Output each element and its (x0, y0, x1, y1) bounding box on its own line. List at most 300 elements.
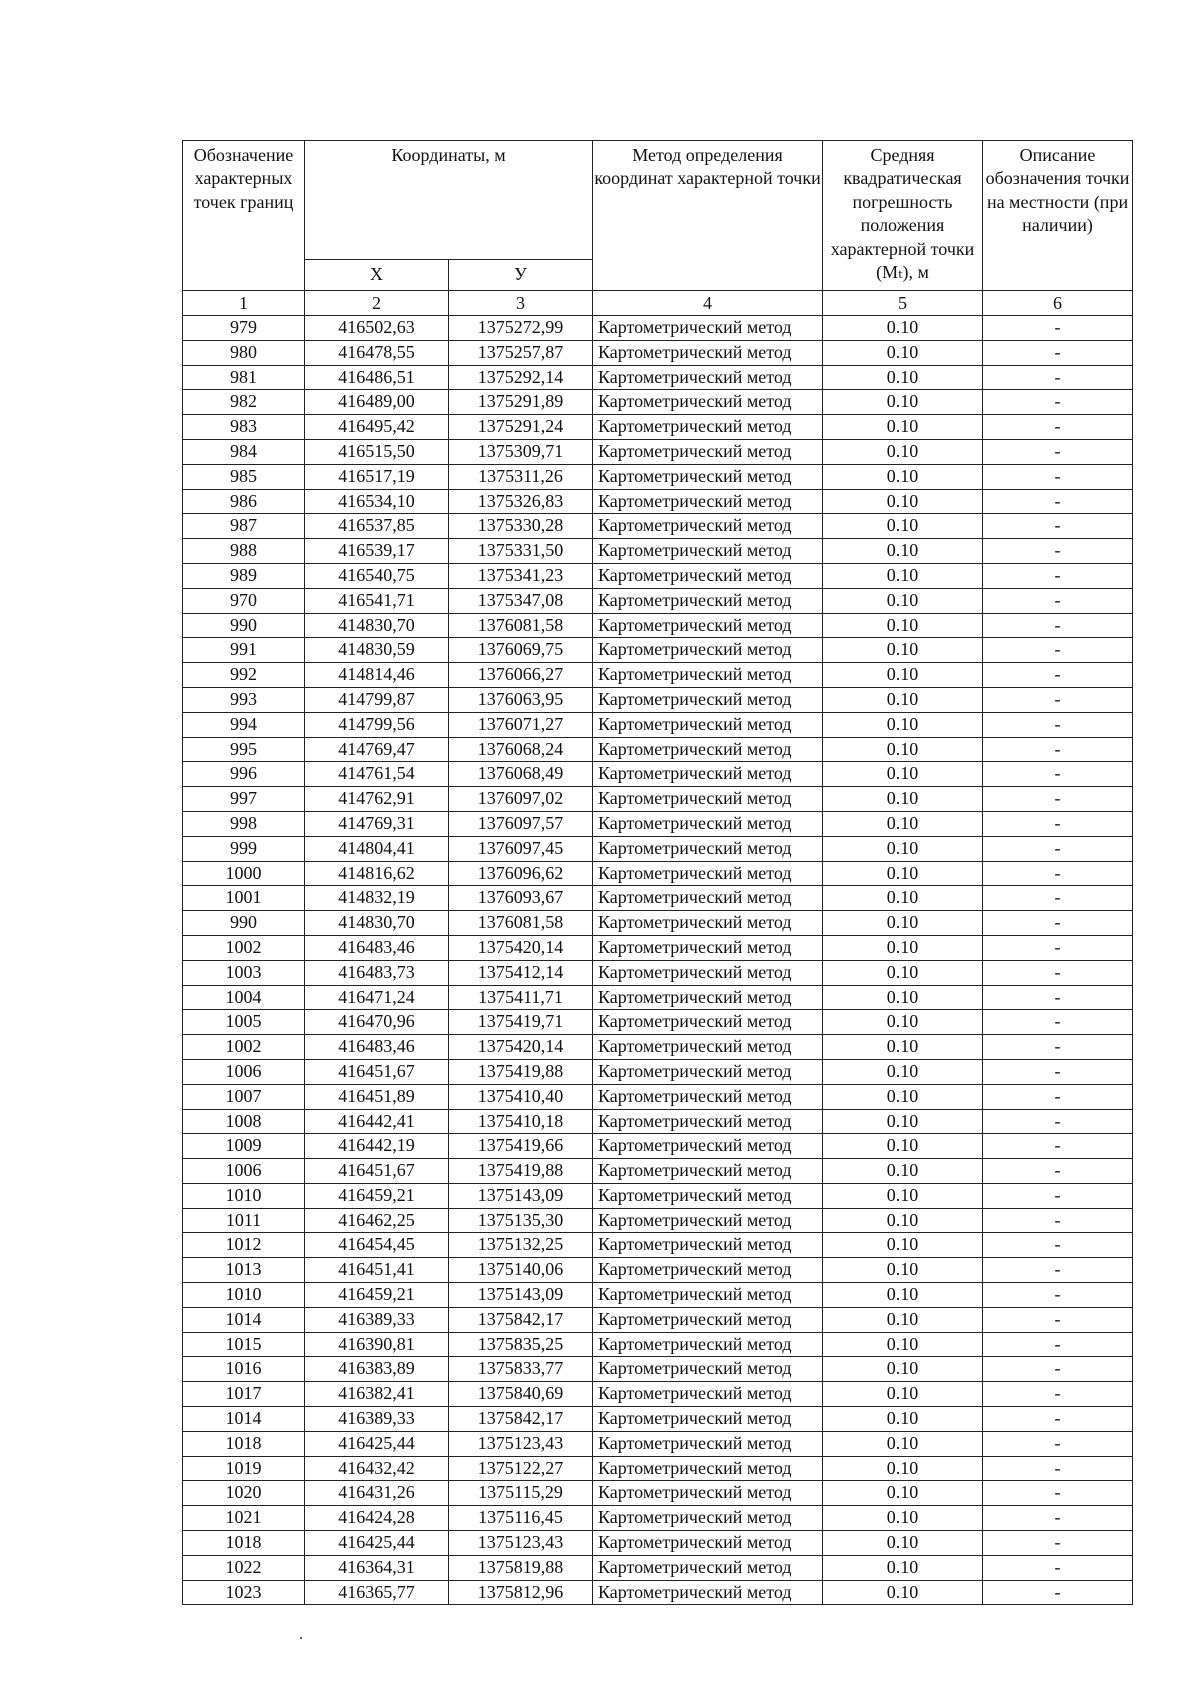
x-coordinate-cell: 416483,46 (305, 935, 449, 960)
accuracy-cell: 0.10 (823, 390, 983, 415)
point-cell: 989 (183, 563, 305, 588)
accuracy-cell: 0.10 (823, 1208, 983, 1233)
method-cell: Картометрический метод (593, 787, 823, 812)
point-cell: 998 (183, 811, 305, 836)
method-cell: Картометрический метод (593, 1183, 823, 1208)
x-coordinate-cell: 416483,46 (305, 1035, 449, 1060)
accuracy-cell: 0.10 (823, 836, 983, 861)
point-cell: 1002 (183, 1035, 305, 1060)
y-coordinate-cell: 1375135,30 (449, 1208, 593, 1233)
accuracy-cell: 0.10 (823, 464, 983, 489)
column-numbers-row (183, 291, 1133, 316)
method-cell: Картометрический метод (593, 390, 823, 415)
accuracy-cell: 0.10 (823, 1407, 983, 1432)
accuracy-cell: 0.10 (823, 1035, 983, 1060)
x-coordinate-cell: 414804,41 (305, 836, 449, 861)
point-cell: 1020 (183, 1481, 305, 1506)
description-cell: - (983, 390, 1133, 415)
description-cell: - (983, 1531, 1133, 1556)
method-cell: Картометрический метод (593, 1481, 823, 1506)
point-cell: 1015 (183, 1332, 305, 1357)
accuracy-cell: 0.10 (823, 1531, 983, 1556)
accuracy-cell: 0.10 (823, 1555, 983, 1580)
point-cell: 993 (183, 687, 305, 712)
accuracy-cell: 0.10 (823, 861, 983, 886)
y-coordinate-cell: 1375819,88 (449, 1555, 593, 1580)
table-row (183, 1332, 1133, 1357)
y-coordinate-cell: 1375419,88 (449, 1159, 593, 1184)
column-number: 1 (183, 291, 305, 316)
table-row (183, 588, 1133, 613)
point-cell: 1012 (183, 1233, 305, 1258)
x-coordinate-cell: 416502,63 (305, 316, 449, 341)
x-coordinate-cell: 414814,46 (305, 663, 449, 688)
accuracy-cell: 0.10 (823, 588, 983, 613)
accuracy-cell: 0.10 (823, 1481, 983, 1506)
y-coordinate-cell: 1375140,06 (449, 1258, 593, 1283)
y-coordinate-cell: 1375410,18 (449, 1109, 593, 1134)
table-row (183, 1456, 1133, 1481)
method-cell: Картометрический метод (593, 911, 823, 936)
x-coordinate-cell: 416483,73 (305, 960, 449, 985)
point-cell: 1007 (183, 1084, 305, 1109)
y-coordinate-cell: 1375331,50 (449, 539, 593, 564)
description-cell: - (983, 1159, 1133, 1184)
description-cell: - (983, 1332, 1133, 1357)
description-cell: - (983, 737, 1133, 762)
table-row (183, 861, 1133, 886)
table-row (183, 489, 1133, 514)
table-row (183, 1506, 1133, 1531)
method-cell: Картометрический метод (593, 811, 823, 836)
accuracy-cell: 0.10 (823, 1134, 983, 1159)
description-cell: - (983, 935, 1133, 960)
table-row (183, 1431, 1133, 1456)
point-cell: 1014 (183, 1307, 305, 1332)
method-cell: Картометрический метод (593, 1357, 823, 1382)
point-cell: 1004 (183, 985, 305, 1010)
x-coordinate-cell: 416451,67 (305, 1159, 449, 1184)
table-row (183, 1159, 1133, 1184)
y-coordinate-cell: 1375411,71 (449, 985, 593, 1010)
method-cell: Картометрический метод (593, 539, 823, 564)
table-row (183, 737, 1133, 762)
accuracy-cell: 0.10 (823, 1357, 983, 1382)
y-coordinate-cell: 1376093,67 (449, 886, 593, 911)
description-cell: - (983, 1580, 1133, 1605)
point-cell: 996 (183, 762, 305, 787)
x-coordinate-cell: 416489,00 (305, 390, 449, 415)
x-coordinate-cell: 416495,42 (305, 415, 449, 440)
table-body (183, 316, 1133, 1605)
point-cell: 997 (183, 787, 305, 812)
table-row (183, 390, 1133, 415)
header-row (183, 141, 1133, 260)
point-cell: 1000 (183, 861, 305, 886)
description-cell: - (983, 886, 1133, 911)
point-cell: 1010 (183, 1283, 305, 1308)
method-cell: Картометрический метод (593, 514, 823, 539)
table-row (183, 539, 1133, 564)
x-coordinate-cell: 416534,10 (305, 489, 449, 514)
table-row (183, 464, 1133, 489)
table-row (183, 514, 1133, 539)
x-coordinate-cell: 416459,21 (305, 1283, 449, 1308)
accuracy-cell: 0.10 (823, 1307, 983, 1332)
x-coordinate-cell: 416478,55 (305, 340, 449, 365)
header-coordinates: Координаты, м (305, 141, 593, 260)
y-coordinate-cell: 1375842,17 (449, 1307, 593, 1332)
table-row (183, 1382, 1133, 1407)
point-cell: 994 (183, 712, 305, 737)
accuracy-cell: 0.10 (823, 935, 983, 960)
method-cell: Картометрический метод (593, 712, 823, 737)
table-row (183, 1283, 1133, 1308)
y-coordinate-cell: 1375143,09 (449, 1183, 593, 1208)
header-description: Описание обозначения точки на местности (при наличии) (983, 141, 1133, 291)
table-row (183, 439, 1133, 464)
y-coordinate-cell: 1376068,24 (449, 737, 593, 762)
method-cell: Картометрический метод (593, 1208, 823, 1233)
y-coordinate-cell: 1375272,99 (449, 316, 593, 341)
accuracy-cell: 0.10 (823, 1431, 983, 1456)
method-cell: Картометрический метод (593, 415, 823, 440)
y-coordinate-cell: 1376071,27 (449, 712, 593, 737)
method-cell: Картометрический метод (593, 1382, 823, 1407)
point-cell: 1003 (183, 960, 305, 985)
x-coordinate-cell: 416515,50 (305, 439, 449, 464)
table-row (183, 1531, 1133, 1556)
accuracy-cell: 0.10 (823, 737, 983, 762)
x-coordinate-cell: 414799,87 (305, 687, 449, 712)
x-coordinate-cell: 414832,19 (305, 886, 449, 911)
point-cell: 983 (183, 415, 305, 440)
y-coordinate-cell: 1375143,09 (449, 1283, 593, 1308)
table-row (183, 836, 1133, 861)
table-row (183, 1580, 1133, 1605)
table-row (183, 787, 1133, 812)
y-coordinate-cell: 1376097,57 (449, 811, 593, 836)
x-coordinate-cell: 416462,25 (305, 1208, 449, 1233)
table-row (183, 1407, 1133, 1432)
table-row (183, 415, 1133, 440)
method-cell: Картометрический метод (593, 1233, 823, 1258)
accuracy-cell: 0.10 (823, 960, 983, 985)
table-row (183, 1481, 1133, 1506)
x-coordinate-cell: 416459,21 (305, 1183, 449, 1208)
accuracy-cell: 0.10 (823, 539, 983, 564)
column-number: 2 (305, 291, 449, 316)
accuracy-cell: 0.10 (823, 613, 983, 638)
method-cell: Картометрический метод (593, 316, 823, 341)
y-coordinate-cell: 1376097,45 (449, 836, 593, 861)
x-coordinate-cell: 416432,42 (305, 1456, 449, 1481)
y-coordinate-cell: 1376096,62 (449, 861, 593, 886)
method-cell: Картометрический метод (593, 638, 823, 663)
method-cell: Картометрический метод (593, 960, 823, 985)
y-coordinate-cell: 1375412,14 (449, 960, 593, 985)
table-row (183, 563, 1133, 588)
point-cell: 1014 (183, 1407, 305, 1432)
description-cell: - (983, 539, 1133, 564)
description-cell: - (983, 1481, 1133, 1506)
x-coordinate-cell: 416451,67 (305, 1059, 449, 1084)
method-cell: Картометрический метод (593, 1258, 823, 1283)
x-coordinate-cell: 414830,70 (305, 911, 449, 936)
description-cell: - (983, 439, 1133, 464)
description-cell: - (983, 1283, 1133, 1308)
description-cell: - (983, 1134, 1133, 1159)
table-row (183, 340, 1133, 365)
accuracy-cell: 0.10 (823, 985, 983, 1010)
table-row (183, 1307, 1133, 1332)
description-cell: - (983, 960, 1133, 985)
description-cell: - (983, 1109, 1133, 1134)
point-cell: 999 (183, 836, 305, 861)
y-coordinate-cell: 1375292,14 (449, 365, 593, 390)
y-coordinate-cell: 1375330,28 (449, 514, 593, 539)
y-coordinate-cell: 1375122,27 (449, 1456, 593, 1481)
description-cell: - (983, 911, 1133, 936)
table-row (183, 1233, 1133, 1258)
table-row (183, 613, 1133, 638)
point-cell: 995 (183, 737, 305, 762)
method-cell: Картометрический метод (593, 588, 823, 613)
table-row (183, 1258, 1133, 1283)
method-cell: Картометрический метод (593, 836, 823, 861)
table-row (183, 1035, 1133, 1060)
point-cell: 970 (183, 588, 305, 613)
description-cell: - (983, 1183, 1133, 1208)
table-row (183, 1208, 1133, 1233)
method-cell: Картометрический метод (593, 687, 823, 712)
table-row (183, 1010, 1133, 1035)
accuracy-cell: 0.10 (823, 1010, 983, 1035)
description-cell: - (983, 762, 1133, 787)
x-coordinate-cell: 416431,26 (305, 1481, 449, 1506)
method-cell: Картометрический метод (593, 1035, 823, 1060)
description-cell: - (983, 861, 1133, 886)
accuracy-cell: 0.10 (823, 1580, 983, 1605)
table-row (183, 886, 1133, 911)
point-cell: 984 (183, 439, 305, 464)
method-cell: Картометрический метод (593, 1109, 823, 1134)
accuracy-cell: 0.10 (823, 439, 983, 464)
y-coordinate-cell: 1376081,58 (449, 613, 593, 638)
y-coordinate-cell: 1375115,29 (449, 1481, 593, 1506)
point-cell: 1016 (183, 1357, 305, 1382)
header-accuracy: Средняя квадратическая погрешность положения характерной точки (Mₜ), м (823, 141, 983, 291)
description-cell: - (983, 415, 1133, 440)
accuracy-cell: 0.10 (823, 1233, 983, 1258)
x-coordinate-cell: 414799,56 (305, 712, 449, 737)
y-coordinate-cell: 1375833,77 (449, 1357, 593, 1382)
accuracy-cell: 0.10 (823, 811, 983, 836)
header-x: Х (305, 260, 449, 291)
table-row (183, 1109, 1133, 1134)
x-coordinate-cell: 416470,96 (305, 1010, 449, 1035)
point-cell: 1008 (183, 1109, 305, 1134)
x-coordinate-cell: 416442,41 (305, 1109, 449, 1134)
x-coordinate-cell: 416389,33 (305, 1307, 449, 1332)
x-coordinate-cell: 414769,31 (305, 811, 449, 836)
accuracy-cell: 0.10 (823, 1456, 983, 1481)
description-cell: - (983, 1357, 1133, 1382)
method-cell: Картометрический метод (593, 762, 823, 787)
description-cell: - (983, 1233, 1133, 1258)
y-coordinate-cell: 1375420,14 (449, 935, 593, 960)
method-cell: Картометрический метод (593, 935, 823, 960)
description-cell: - (983, 1258, 1133, 1283)
point-cell: 1006 (183, 1059, 305, 1084)
method-cell: Картометрический метод (593, 563, 823, 588)
method-cell: Картометрический метод (593, 1332, 823, 1357)
y-coordinate-cell: 1376081,58 (449, 911, 593, 936)
table-row (183, 911, 1133, 936)
description-cell: - (983, 1555, 1133, 1580)
description-cell: - (983, 340, 1133, 365)
point-cell: 992 (183, 663, 305, 688)
table-row (183, 316, 1133, 341)
y-coordinate-cell: 1375419,71 (449, 1010, 593, 1035)
y-coordinate-cell: 1375840,69 (449, 1382, 593, 1407)
x-coordinate-cell: 416471,24 (305, 985, 449, 1010)
x-coordinate-cell: 416486,51 (305, 365, 449, 390)
description-cell: - (983, 1208, 1133, 1233)
y-coordinate-cell: 1376063,95 (449, 687, 593, 712)
x-coordinate-cell: 416383,89 (305, 1357, 449, 1382)
description-cell: - (983, 613, 1133, 638)
description-cell: - (983, 712, 1133, 737)
description-cell: - (983, 1059, 1133, 1084)
y-coordinate-cell: 1375410,40 (449, 1084, 593, 1109)
accuracy-cell: 0.10 (823, 1506, 983, 1531)
method-cell: Картометрический метод (593, 1159, 823, 1184)
accuracy-cell: 0.10 (823, 762, 983, 787)
table-row (183, 687, 1133, 712)
table-row (183, 638, 1133, 663)
method-cell: Картометрический метод (593, 663, 823, 688)
description-cell: - (983, 489, 1133, 514)
accuracy-cell: 0.10 (823, 1084, 983, 1109)
table-row (183, 1084, 1133, 1109)
table-row (183, 1555, 1133, 1580)
method-cell: Картометрический метод (593, 1531, 823, 1556)
accuracy-cell: 0.10 (823, 787, 983, 812)
accuracy-cell: 0.10 (823, 687, 983, 712)
x-coordinate-cell: 416365,77 (305, 1580, 449, 1605)
method-cell: Картометрический метод (593, 1580, 823, 1605)
description-cell: - (983, 1456, 1133, 1481)
point-cell: 987 (183, 514, 305, 539)
point-cell: 1017 (183, 1382, 305, 1407)
x-coordinate-cell: 416451,41 (305, 1258, 449, 1283)
y-coordinate-cell: 1375419,66 (449, 1134, 593, 1159)
coordinates-table (182, 140, 1133, 1605)
point-cell: 1011 (183, 1208, 305, 1233)
y-coordinate-cell: 1375309,71 (449, 439, 593, 464)
method-cell: Картометрический метод (593, 1283, 823, 1308)
column-number: 5 (823, 291, 983, 316)
description-cell: - (983, 588, 1133, 613)
point-cell: 985 (183, 464, 305, 489)
description-cell: - (983, 1035, 1133, 1060)
table-row (183, 1183, 1133, 1208)
method-cell: Картометрический метод (593, 613, 823, 638)
method-cell: Картометрический метод (593, 365, 823, 390)
table-row (183, 1134, 1133, 1159)
description-cell: - (983, 663, 1133, 688)
point-cell: 1005 (183, 1010, 305, 1035)
table-row (183, 365, 1133, 390)
point-cell: 986 (183, 489, 305, 514)
y-coordinate-cell: 1375311,26 (449, 464, 593, 489)
y-coordinate-cell: 1375291,24 (449, 415, 593, 440)
accuracy-cell: 0.10 (823, 1059, 983, 1084)
x-coordinate-cell: 416541,71 (305, 588, 449, 613)
x-coordinate-cell: 416539,17 (305, 539, 449, 564)
method-cell: Картометрический метод (593, 464, 823, 489)
accuracy-cell: 0.10 (823, 489, 983, 514)
table-row (183, 762, 1133, 787)
point-cell: 1006 (183, 1159, 305, 1184)
y-coordinate-cell: 1375842,17 (449, 1407, 593, 1432)
table-row (183, 663, 1133, 688)
description-cell: - (983, 563, 1133, 588)
method-cell: Картометрический метод (593, 489, 823, 514)
description-cell: - (983, 687, 1133, 712)
accuracy-cell: 0.10 (823, 1283, 983, 1308)
description-cell: - (983, 1506, 1133, 1531)
point-cell: 1018 (183, 1531, 305, 1556)
y-coordinate-cell: 1376097,02 (449, 787, 593, 812)
x-coordinate-cell: 416424,28 (305, 1506, 449, 1531)
y-coordinate-cell: 1375123,43 (449, 1531, 593, 1556)
x-coordinate-cell: 416517,19 (305, 464, 449, 489)
y-coordinate-cell: 1375123,43 (449, 1431, 593, 1456)
description-cell: - (983, 316, 1133, 341)
accuracy-cell: 0.10 (823, 1109, 983, 1134)
method-cell: Картометрический метод (593, 1134, 823, 1159)
table-row (183, 960, 1133, 985)
point-cell: 990 (183, 911, 305, 936)
method-cell: Картометрический метод (593, 1407, 823, 1432)
description-cell: - (983, 787, 1133, 812)
accuracy-cell: 0.10 (823, 886, 983, 911)
method-cell: Картометрический метод (593, 1010, 823, 1035)
point-cell: 980 (183, 340, 305, 365)
method-cell: Картометрический метод (593, 1456, 823, 1481)
accuracy-cell: 0.10 (823, 1332, 983, 1357)
y-coordinate-cell: 1375419,88 (449, 1059, 593, 1084)
method-cell: Картометрический метод (593, 737, 823, 762)
point-cell: 1013 (183, 1258, 305, 1283)
method-cell: Картометрический метод (593, 1506, 823, 1531)
y-coordinate-cell: 1376069,75 (449, 638, 593, 663)
y-coordinate-cell: 1375420,14 (449, 1035, 593, 1060)
accuracy-cell: 0.10 (823, 1183, 983, 1208)
y-coordinate-cell: 1376066,27 (449, 663, 593, 688)
description-cell: - (983, 464, 1133, 489)
point-cell: 1021 (183, 1506, 305, 1531)
x-coordinate-cell: 416389,33 (305, 1407, 449, 1432)
accuracy-cell: 0.10 (823, 712, 983, 737)
method-cell: Картометрический метод (593, 1059, 823, 1084)
description-cell: - (983, 1084, 1133, 1109)
point-cell: 1009 (183, 1134, 305, 1159)
x-coordinate-cell: 414762,91 (305, 787, 449, 812)
x-coordinate-cell: 416425,44 (305, 1531, 449, 1556)
